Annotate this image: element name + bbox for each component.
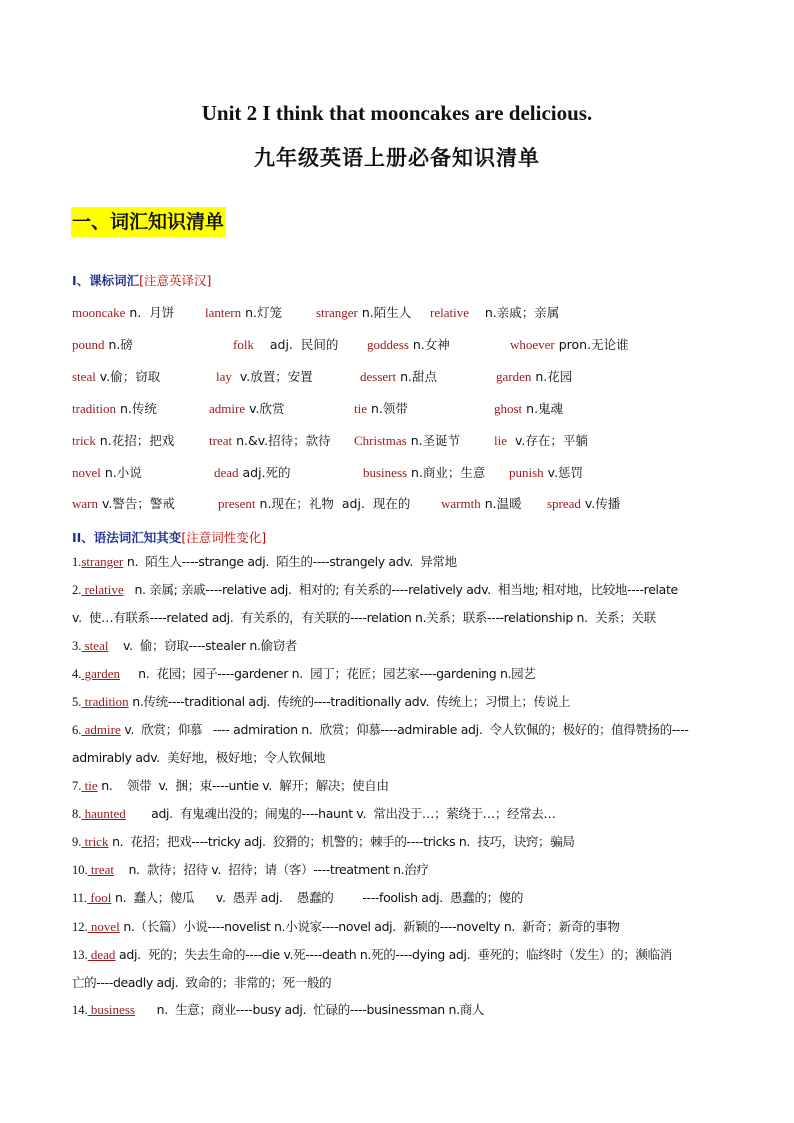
vocab-entry [72, 494, 175, 514]
vocab-definition: n.圣诞节 [406, 433, 461, 448]
vocab-definition: n.灯笼 [241, 305, 282, 320]
vocab-row [0, 463, 794, 483]
grammar-line [72, 828, 724, 856]
vocab-definition: pron.无论谁 [554, 337, 629, 352]
vocab-entry [218, 494, 410, 514]
grammar-line [72, 688, 724, 716]
item-number: 2. [72, 583, 82, 598]
item-number: 10. [72, 863, 88, 878]
sub-heading-label: II、语法词汇知其变 [72, 530, 182, 545]
vocab-row [0, 367, 794, 387]
keyword: haunted [81, 805, 126, 821]
word-forms: admirably adv. 美好地，极好地；令人钦佩地 [72, 750, 326, 766]
vocab-word: relative [430, 305, 469, 320]
vocab-definition: n.磅 [104, 337, 133, 352]
vocab-row [0, 303, 794, 323]
vocab-entry [367, 335, 450, 355]
vocab-entry [72, 399, 157, 419]
word-forms: n.传统----traditional adj. 传统的----traditionally adv. 传统上；习惯上；传说上 [128, 694, 570, 710]
grammar-line [72, 884, 724, 912]
word-forms: n.（长篇）小说----novelist n.小说家----novel adj. 新颖的----novelty n. 新奇；新奇的事物 [119, 918, 620, 934]
vocab-definition: adj.死的 [238, 465, 291, 480]
vocab-entry [494, 399, 563, 419]
sub-heading-curriculum-words [72, 271, 211, 289]
grammar-line [72, 744, 724, 771]
word-forms: adj. 死的；失去生命的----die v.死----death n.死的----dying adj. 垂死的；临终时（发生）的；濒临消 [115, 946, 672, 962]
vocab-word: dead [214, 465, 239, 480]
vocab-word: stranger [316, 305, 358, 320]
vocab-word: warn [72, 496, 98, 511]
vocab-row [0, 431, 794, 451]
item-number: 4. [72, 666, 82, 681]
vocab-word: lie [494, 433, 507, 448]
vocab-word: lantern [205, 305, 242, 320]
keyword: treat [87, 862, 114, 878]
word-forms: n. 花园；园子----gardener n. 园丁；花匠；园艺家----gardening n.园艺 [120, 665, 536, 681]
vocab-definition: v.偷；窃取 [95, 369, 161, 384]
vocab-word: garden [496, 369, 532, 384]
vocab-definition: v.传播 [580, 496, 621, 511]
word-forms: n. 花招；把戏----tricky adj. 狡猾的；机警的；棘手的----tricks n. 技巧，诀窍；骗局 [108, 834, 575, 850]
item-number: 12. [72, 919, 88, 934]
vocab-entry [547, 494, 620, 514]
vocab-word: Christmas [354, 433, 407, 448]
item-number: 8. [72, 806, 82, 821]
vocab-entry [72, 367, 160, 387]
keyword: tradition [81, 694, 129, 710]
keyword: admire [81, 722, 121, 738]
item-number: 9. [72, 835, 82, 850]
vocab-word: admire [209, 401, 246, 416]
item-number: 11. [72, 891, 88, 906]
vocab-word: business [363, 465, 408, 480]
item-number: 7. [72, 778, 82, 793]
vocab-entry [72, 303, 174, 323]
vocab-entry [430, 303, 559, 323]
vocab-entry [72, 335, 133, 355]
keyword: fool [87, 890, 112, 906]
grammar-list [72, 548, 724, 1024]
grammar-line [72, 969, 724, 996]
vocab-definition: n.鬼魂 [522, 401, 564, 416]
keyword: tie [81, 777, 98, 793]
vocab-word: tie [354, 401, 367, 416]
item-number: 13. [72, 947, 88, 962]
vocab-entry [360, 367, 437, 387]
vocab-definition: n.亲戚；亲属 [468, 305, 560, 320]
vocab-entry [205, 303, 282, 323]
grammar-line [72, 604, 724, 631]
keyword: steal [81, 637, 109, 653]
grammar-line [72, 716, 724, 744]
item-number: 1. [72, 555, 82, 569]
vocab-word: tradition [72, 401, 117, 416]
vocab-definition: n. 月饼 [125, 305, 175, 320]
keyword: trick [81, 834, 109, 850]
vocab-entry [233, 335, 338, 355]
word-forms: adj. 有鬼魂出没的；闹鬼的----haunt v. 常出没于…；萦绕于…；经常去… [125, 805, 556, 821]
word-forms: n. 亲属; 亲戚----relative adj. 相对的; 有关系的----relatively adv. 相当地; 相对地，比较地----relate [123, 582, 678, 598]
keyword: stranger [81, 554, 124, 569]
vocab-word: lay [216, 369, 232, 384]
vocab-definition: n.商业；生意 [407, 465, 486, 480]
grammar-line [72, 996, 724, 1024]
word-forms: 亡的----deadly adj. 致命的；非常的；死一般的 [72, 975, 332, 991]
vocab-entry [354, 399, 408, 419]
sub-heading-note: [注意英译汉] [139, 273, 212, 288]
sub-heading-label: I、课标词汇 [72, 273, 140, 288]
section-heading-vocabulary: 一、词汇知识清单 [71, 207, 226, 237]
word-forms: v. 偷；窃取----stealer n.偷窃者 [108, 637, 298, 653]
word-forms: n. 款待；招待 v. 招待；请（客）----treatment n.治疗 [113, 862, 429, 878]
vocab-word: mooncake [72, 305, 126, 320]
vocab-entry [441, 494, 522, 514]
sub-heading-note: [注意词性变化] [181, 530, 267, 545]
vocab-definition: v.欣赏 [245, 401, 285, 416]
grammar-line [72, 660, 724, 688]
vocab-definition: n.陌生人 [357, 305, 412, 320]
keyword: dead [87, 946, 116, 962]
grammar-line [72, 913, 724, 941]
vocab-definition: n.&v.招待；款待 [232, 433, 331, 448]
item-number: 3. [72, 638, 82, 653]
vocab-word: pound [72, 337, 105, 352]
vocab-entry [510, 335, 629, 355]
vocab-word: goddess [367, 337, 409, 352]
vocab-entry [363, 463, 485, 483]
grammar-line [72, 800, 724, 828]
vocab-entry [72, 431, 174, 451]
item-number: 14. [72, 1003, 88, 1018]
vocab-definition: adj. 民间的 [253, 337, 339, 352]
vocab-word: folk [233, 337, 254, 352]
word-forms: v. 使…有联系----related adj. 有关系的，有关联的----relation n.关系；联系----relationship n. 关系；关联 [72, 610, 656, 626]
vocab-word: novel [72, 465, 101, 480]
vocab-entry [354, 431, 460, 451]
keyword: business [87, 1002, 135, 1018]
vocab-definition: n.小说 [100, 465, 142, 480]
sub-heading-grammar-words [72, 528, 266, 546]
vocab-word: present [218, 496, 256, 511]
keyword: relative [81, 582, 124, 598]
vocab-definition: n.甜点 [396, 369, 437, 384]
grammar-line [72, 632, 724, 660]
vocab-word: ghost [494, 401, 523, 416]
word-forms: n. 领带 v. 捆；束----untie v. 解开；解决；使自由 [97, 777, 389, 793]
grammar-line [72, 856, 724, 884]
word-forms: v. 欣赏；仰慕 ---- admiration n. 欣赏；仰慕----admirable adj. 令人钦佩的；极好的；值得赞扬的---- [120, 722, 689, 738]
grammar-line [72, 576, 724, 604]
vocab-entry [494, 431, 588, 451]
item-number: 6. [72, 723, 82, 738]
vocab-row [0, 494, 794, 514]
vocab-definition: n.领带 [367, 401, 408, 416]
vocab-entry [214, 463, 291, 483]
vocab-definition: n.传统 [116, 401, 157, 416]
vocab-word: dessert [360, 369, 397, 384]
word-forms: n. 陌生人----strange adj. 陌生的----strangely adv. 异常地 [123, 554, 457, 569]
vocab-definition: v.警告；警戒 [98, 496, 175, 511]
vocab-entry [216, 367, 313, 387]
vocab-entry [72, 463, 142, 483]
page-title: 九年级英语上册必备知识清单 [254, 146, 540, 170]
vocab-word: trick [72, 433, 96, 448]
vocab-word: spread [547, 496, 581, 511]
item-number: 5. [72, 695, 82, 710]
word-forms: n. 生意；商业----busy adj. 忙碌的----businessman n.商人 [134, 1002, 484, 1018]
vocab-entry [209, 399, 284, 419]
vocab-definition: v.存在；平躺 [507, 433, 588, 448]
vocab-word: punish [509, 465, 544, 480]
vocab-word: treat [209, 433, 233, 448]
vocab-word: whoever [510, 337, 555, 352]
grammar-line [72, 941, 724, 969]
grammar-line [72, 548, 724, 576]
vocab-entry [209, 431, 331, 451]
unit-title: Unit 2 I think that mooncakes are delicious. [201, 101, 593, 125]
vocab-word: steal [72, 369, 96, 384]
vocab-definition: n.现在；礼物 adj. 现在的 [255, 496, 411, 511]
vocab-entry [496, 367, 572, 387]
vocab-definition: n.花招；把戏 [95, 433, 175, 448]
vocab-definition: n.花园 [531, 369, 573, 384]
word-forms: n. 蠢人；傻瓜 v. 愚弄 adj. 愚蠢的 ----foolish adj. 愚蠢的；傻的 [111, 890, 524, 906]
keyword: novel [87, 918, 120, 934]
vocab-definition: v.惩罚 [543, 465, 584, 480]
vocab-word: warmth [441, 496, 481, 511]
keyword: garden [81, 665, 120, 681]
vocab-entry [509, 463, 583, 483]
vocab-entry [316, 303, 411, 323]
vocab-row [0, 335, 794, 355]
grammar-line [72, 772, 724, 800]
vocab-definition: v.放置；安置 [231, 369, 313, 384]
vocab-definition: n.女神 [408, 337, 450, 352]
vocab-definition: n.温暖 [480, 496, 522, 511]
vocab-row [0, 399, 794, 419]
